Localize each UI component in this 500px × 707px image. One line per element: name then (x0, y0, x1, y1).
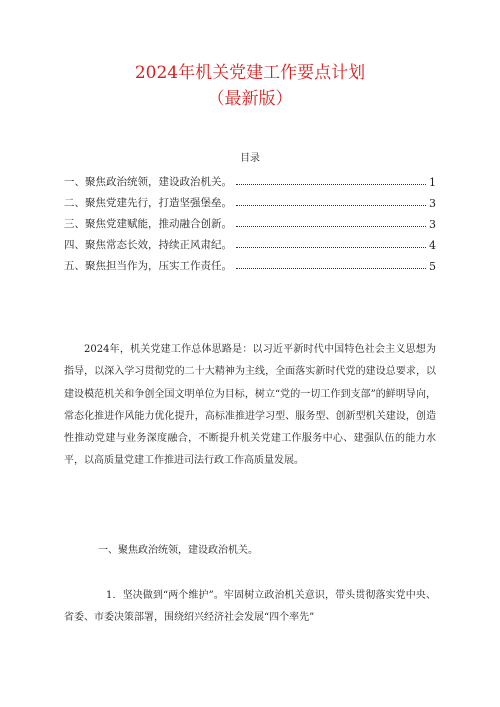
intro-paragraph: 2024年，机关党建工作总体思路是：以习近平新时代中国特色社会主义思想为指导，以深入学习贯彻党的二十大精神为主线，全面落实新时代党的建设总要求，以建设模范机关和争创全国文明单位为目标，树立“党的一切工作到支部”的鲜明导向，常态化推进作风能力优化提升，高标准推进学习型、服务型、创新型机关建设，创造性推动党建与业务深度融合，不断提升机关党建工作服务中心、建强队伍的能力水平，以高质量党建工作推进司法行政工作高质量发展。 (64, 344, 436, 467)
toc-entry-label: 四、聚焦常态长效，持续正风肃纪。 (64, 239, 232, 251)
toc-entry-label: 一、聚焦政治统领，建设政治机关。 (64, 176, 232, 188)
section-heading: 一、聚焦政治统领，建设政治机关。 (98, 545, 258, 556)
toc-entry-page: 3 (429, 218, 436, 231)
toc-entry-page: 4 (429, 239, 436, 252)
toc-heading: 目录 (240, 153, 260, 164)
toc-entry-page: 3 (429, 197, 436, 210)
document-title: 2024年机关党建工作要点计划 (134, 63, 366, 83)
toc-leader-dots (236, 226, 426, 227)
section-item-paragraph: 1．坚决做到“两个维护”。牢固树立政治机关意识，带头贯彻落实党中央、省委、市委决策部署，围绕绍兴经济社会发展“四个率先” (64, 590, 436, 624)
document-subtitle: （最新版） (207, 89, 293, 109)
toc-entry-label: 五、聚焦担当作为，压实工作责任。 (64, 260, 232, 272)
toc-entry-page: 5 (429, 260, 436, 273)
toc-entry-label: 二、聚焦党建先行，打造坚强堡垒。 (64, 197, 232, 209)
toc-leader-dots (236, 268, 426, 269)
toc-entry-page: 1 (429, 176, 436, 189)
toc-entry-label: 三、聚焦党建赋能，推动融合创新。 (64, 218, 232, 230)
toc-entry[interactable] (64, 252, 436, 273)
table-of-contents (64, 168, 436, 273)
toc-entry[interactable] (64, 231, 436, 252)
toc-leader-dots (236, 247, 426, 248)
toc-entry[interactable] (64, 189, 436, 210)
toc-leader-dots (236, 184, 426, 185)
toc-entry[interactable] (64, 210, 436, 231)
toc-entry[interactable] (64, 168, 436, 189)
toc-leader-dots (236, 205, 426, 206)
